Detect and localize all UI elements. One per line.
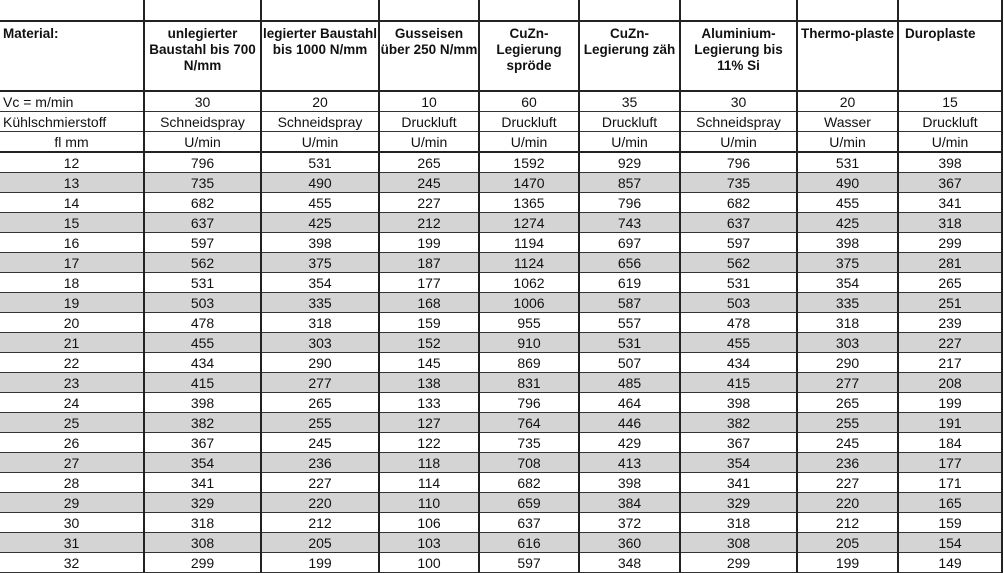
rpm-cell: 255 [261, 413, 379, 433]
rpm-cell: 796 [144, 152, 261, 173]
rpm-cell: 348 [579, 553, 680, 573]
diameter-cell: 20 [0, 313, 144, 333]
rpm-cell: 656 [579, 253, 680, 273]
rpm-cell: 341 [144, 473, 261, 493]
rpm-cell: 955 [479, 313, 579, 333]
rpm-cell: 290 [261, 353, 379, 373]
rpm-cell: 303 [797, 333, 898, 353]
diameter-cell: 31 [0, 533, 144, 553]
rpm-cell: 503 [680, 293, 797, 313]
rpm-cell: 277 [261, 373, 379, 393]
vc-value: 35 [579, 91, 680, 112]
unit-label: U/min [680, 132, 797, 153]
rpm-cell: 1194 [479, 233, 579, 253]
rpm-cell: 682 [680, 193, 797, 213]
rpm-cell: 455 [261, 193, 379, 213]
table-row [0, 413, 1002, 433]
rpm-cell: 118 [379, 453, 479, 473]
vc-value: 20 [797, 91, 898, 112]
rpm-cell: 318 [680, 513, 797, 533]
rpm-cell: 1062 [479, 273, 579, 293]
rpm-cell: 910 [479, 333, 579, 353]
rpm-cell: 697 [579, 233, 680, 253]
rpm-cell: 398 [261, 233, 379, 253]
unit-label: U/min [797, 132, 898, 153]
rpm-cell: 531 [680, 273, 797, 293]
coolant-value: Druckluft [579, 112, 680, 132]
rpm-cell: 1470 [479, 173, 579, 193]
rpm-cell: 597 [144, 233, 261, 253]
vc-value: 20 [261, 91, 379, 112]
rpm-cell: 152 [379, 333, 479, 353]
rpm-cell: 796 [680, 152, 797, 173]
rpm-cell: 191 [898, 413, 1002, 433]
rpm-cell: 184 [898, 433, 1002, 453]
vc-value: 10 [379, 91, 479, 112]
rpm-cell: 110 [379, 493, 479, 513]
rpm-cell: 103 [379, 533, 479, 553]
rpm-cell: 127 [379, 413, 479, 433]
material-header: Duroplaste [898, 21, 1002, 91]
rpm-cell: 367 [680, 433, 797, 453]
rpm-cell: 382 [680, 413, 797, 433]
rpm-cell: 208 [898, 373, 1002, 393]
diameter-cell: 24 [0, 393, 144, 413]
rpm-cell: 557 [579, 313, 680, 333]
rpm-cell: 1592 [479, 152, 579, 173]
table-row [0, 152, 1002, 173]
rpm-cell: 485 [579, 373, 680, 393]
rpm-cell: 434 [144, 353, 261, 373]
table-row [0, 513, 1002, 533]
rpm-cell: 398 [144, 393, 261, 413]
rpm-cell: 217 [898, 353, 1002, 373]
rpm-cell: 597 [680, 233, 797, 253]
vc-label: Vc = m/min [0, 91, 144, 112]
rpm-cell: 382 [144, 413, 261, 433]
rpm-cell: 149 [898, 553, 1002, 573]
rpm-cell: 637 [479, 513, 579, 533]
rpm-cell: 245 [261, 433, 379, 453]
diameter-cell: 21 [0, 333, 144, 353]
rpm-cell: 531 [144, 273, 261, 293]
coolant-value: Druckluft [379, 112, 479, 132]
diameter-cell: 32 [0, 553, 144, 573]
rpm-cell: 464 [579, 393, 680, 413]
rpm-cell: 796 [479, 393, 579, 413]
rpm-cell: 236 [797, 453, 898, 473]
unit-label: U/min [898, 132, 1002, 153]
coolant-value: Druckluft [898, 112, 1002, 132]
rpm-cell: 277 [797, 373, 898, 393]
vc-value: 30 [680, 91, 797, 112]
coolant-value: Druckluft [479, 112, 579, 132]
rpm-cell: 415 [144, 373, 261, 393]
table-row [0, 333, 1002, 353]
rpm-cell: 354 [680, 453, 797, 473]
rpm-cell: 212 [379, 213, 479, 233]
rpm-cell: 199 [898, 393, 1002, 413]
rpm-cell: 177 [379, 273, 479, 293]
coolant-value: Schneidspray [261, 112, 379, 132]
coolant-label: Kühlschmierstoff [0, 112, 144, 132]
diameter-cell: 28 [0, 473, 144, 493]
rpm-cell: 375 [797, 253, 898, 273]
rpm-cell: 318 [261, 313, 379, 333]
rpm-cell: 531 [261, 152, 379, 173]
table-row [0, 213, 1002, 233]
rpm-cell: 133 [379, 393, 479, 413]
diameter-cell: 26 [0, 433, 144, 453]
table-row [0, 353, 1002, 373]
rpm-cell: 199 [797, 553, 898, 573]
diameter-cell: 17 [0, 253, 144, 273]
rpm-cell: 199 [379, 233, 479, 253]
rpm-cell: 227 [797, 473, 898, 493]
rpm-cell: 299 [898, 233, 1002, 253]
diameter-cell: 22 [0, 353, 144, 373]
rpm-cell: 138 [379, 373, 479, 393]
table-row [0, 193, 1002, 213]
rpm-cell: 227 [379, 193, 479, 213]
rpm-cell: 1274 [479, 213, 579, 233]
diameter-cell: 19 [0, 293, 144, 313]
vc-row [0, 91, 1002, 112]
material-header: Thermo-plaste [797, 21, 898, 91]
rpm-cell: 245 [379, 173, 479, 193]
table-row [0, 473, 1002, 493]
rpm-cell: 398 [579, 473, 680, 493]
rpm-cell: 205 [261, 533, 379, 553]
rpm-cell: 171 [898, 473, 1002, 493]
material-header: CuZn-Legierung zäh [579, 21, 680, 91]
rpm-cell: 199 [261, 553, 379, 573]
rpm-cell: 281 [898, 253, 1002, 273]
rpm-cell: 597 [479, 553, 579, 573]
coolant-value: Schneidspray [680, 112, 797, 132]
material-header: CuZn-Legierung spröde [479, 21, 579, 91]
table-row [0, 393, 1002, 413]
rpm-cell: 415 [680, 373, 797, 393]
table-row [0, 453, 1002, 473]
rpm-cell: 187 [379, 253, 479, 273]
vc-value: 30 [144, 91, 261, 112]
rpm-cell: 308 [680, 533, 797, 553]
rpm-cell: 159 [898, 513, 1002, 533]
rpm-cell: 796 [579, 193, 680, 213]
rpm-cell: 735 [680, 173, 797, 193]
rpm-cell: 227 [898, 333, 1002, 353]
table-row [0, 553, 1002, 573]
table-row [0, 293, 1002, 313]
rpm-cell: 490 [261, 173, 379, 193]
rpm-cell: 341 [898, 193, 1002, 213]
rpm-cell: 367 [898, 173, 1002, 193]
rpm-cell: 398 [680, 393, 797, 413]
rpm-cell: 100 [379, 553, 479, 573]
rpm-cell: 106 [379, 513, 479, 533]
rpm-cell: 425 [261, 213, 379, 233]
rpm-cell: 212 [261, 513, 379, 533]
rpm-cell: 398 [898, 152, 1002, 173]
rpm-cell: 318 [797, 313, 898, 333]
coolant-value: Wasser [797, 112, 898, 132]
rpm-cell: 299 [144, 553, 261, 573]
rpm-cell: 354 [144, 453, 261, 473]
rpm-cell: 367 [144, 433, 261, 453]
rpm-cell: 637 [680, 213, 797, 233]
rpm-cell: 308 [144, 533, 261, 553]
rpm-cell: 318 [144, 513, 261, 533]
unit-label: U/min [261, 132, 379, 153]
rpm-cell: 869 [479, 353, 579, 373]
rpm-cell: 177 [898, 453, 1002, 473]
rpm-cell: 619 [579, 273, 680, 293]
rpm-cell: 354 [797, 273, 898, 293]
table-row [0, 533, 1002, 553]
rpm-cell: 1124 [479, 253, 579, 273]
diameter-cell: 13 [0, 173, 144, 193]
rpm-cell: 265 [261, 393, 379, 413]
rpm-cell: 335 [261, 293, 379, 313]
rpm-cell: 154 [898, 533, 1002, 553]
rpm-cell: 478 [144, 313, 261, 333]
unit-label: U/min [579, 132, 680, 153]
rpm-cell: 764 [479, 413, 579, 433]
rpm-cell: 303 [261, 333, 379, 353]
rpm-cell: 341 [680, 473, 797, 493]
rpm-cell: 255 [797, 413, 898, 433]
rpm-cell: 490 [797, 173, 898, 193]
rpm-cell: 236 [261, 453, 379, 473]
rpm-cell: 446 [579, 413, 680, 433]
material-header: Gusseisen über 250 N/mm [379, 21, 479, 91]
rpm-cell: 503 [144, 293, 261, 313]
material-label: Material: [0, 21, 144, 91]
material-header: Aluminium-Legierung bis 11% Si [680, 21, 797, 91]
rpm-cell: 265 [379, 152, 479, 173]
rpm-cell: 929 [579, 152, 680, 173]
rpm-cell: 299 [680, 553, 797, 573]
rpm-cell: 659 [479, 493, 579, 513]
rpm-cell: 145 [379, 353, 479, 373]
rpm-cell: 857 [579, 173, 680, 193]
table-row [0, 253, 1002, 273]
material-header-row [0, 21, 1002, 91]
diameter-cell: 27 [0, 453, 144, 473]
rpm-cell: 425 [797, 213, 898, 233]
rpm-cell: 329 [144, 493, 261, 513]
rpm-cell: 245 [797, 433, 898, 453]
rpm-cell: 251 [898, 293, 1002, 313]
diameter-label: fl mm [0, 132, 144, 153]
rpm-cell: 212 [797, 513, 898, 533]
top-spacer-row [0, 0, 1002, 21]
rpm-cell: 165 [898, 493, 1002, 513]
rpm-cell: 587 [579, 293, 680, 313]
table-row [0, 273, 1002, 293]
rpm-cell: 531 [797, 152, 898, 173]
diameter-cell: 30 [0, 513, 144, 533]
material-header: legierter Baustahl bis 1000 N/mm [261, 21, 379, 91]
rpm-cell: 220 [797, 493, 898, 513]
rpm-cell: 354 [261, 273, 379, 293]
rpm-cell: 265 [797, 393, 898, 413]
rpm-cell: 507 [579, 353, 680, 373]
rpm-cell: 562 [680, 253, 797, 273]
diameter-cell: 18 [0, 273, 144, 293]
rpm-cell: 114 [379, 473, 479, 493]
rpm-cell: 735 [144, 173, 261, 193]
table-row [0, 313, 1002, 333]
rpm-cell: 743 [579, 213, 680, 233]
table-row [0, 173, 1002, 193]
table-row [0, 233, 1002, 253]
diameter-cell: 14 [0, 193, 144, 213]
rpm-cell: 360 [579, 533, 680, 553]
diameter-cell: 16 [0, 233, 144, 253]
diameter-cell: 12 [0, 152, 144, 173]
rpm-cell: 398 [797, 233, 898, 253]
rpm-cell: 831 [479, 373, 579, 393]
rpm-cell: 122 [379, 433, 479, 453]
unit-label: U/min [144, 132, 261, 153]
coolant-row [0, 112, 1002, 132]
diameter-cell: 15 [0, 213, 144, 233]
rpm-cell: 429 [579, 433, 680, 453]
rpm-cell: 205 [797, 533, 898, 553]
rpm-cell: 531 [579, 333, 680, 353]
rpm-cell: 682 [479, 473, 579, 493]
rpm-cell: 708 [479, 453, 579, 473]
rpm-cell: 455 [797, 193, 898, 213]
rpm-cell: 413 [579, 453, 680, 473]
rpm-cell: 375 [261, 253, 379, 273]
rpm-cell: 616 [479, 533, 579, 553]
diameter-cell: 23 [0, 373, 144, 393]
rpm-cell: 384 [579, 493, 680, 513]
vc-value: 60 [479, 91, 579, 112]
unit-label: U/min [479, 132, 579, 153]
rpm-cell: 265 [898, 273, 1002, 293]
rpm-cell: 168 [379, 293, 479, 313]
rpm-cell: 239 [898, 313, 1002, 333]
rpm-cell: 1365 [479, 193, 579, 213]
rpm-cell: 329 [680, 493, 797, 513]
rpm-cell: 455 [680, 333, 797, 353]
rpm-cell: 220 [261, 493, 379, 513]
table-row [0, 433, 1002, 453]
diameter-cell: 29 [0, 493, 144, 513]
rpm-cell: 434 [680, 353, 797, 373]
rpm-cell: 478 [680, 313, 797, 333]
rpm-cell: 735 [479, 433, 579, 453]
material-header: unlegierter Baustahl bis 700 N/mm [144, 21, 261, 91]
rpm-cell: 1006 [479, 293, 579, 313]
unit-label: U/min [379, 132, 479, 153]
diameter-cell: 25 [0, 413, 144, 433]
coolant-value: Schneidspray [144, 112, 261, 132]
rpm-cell: 682 [144, 193, 261, 213]
rpm-cell: 637 [144, 213, 261, 233]
table-row [0, 373, 1002, 393]
rpm-cell: 562 [144, 253, 261, 273]
rpm-cell: 372 [579, 513, 680, 533]
rpm-cell: 290 [797, 353, 898, 373]
unit-row [0, 132, 1002, 153]
vc-value: 15 [898, 91, 1002, 112]
table-row [0, 493, 1002, 513]
rpm-cell: 227 [261, 473, 379, 493]
rpm-cell: 318 [898, 213, 1002, 233]
rpm-cell: 159 [379, 313, 479, 333]
rpm-cell: 335 [797, 293, 898, 313]
rpm-cell: 455 [144, 333, 261, 353]
